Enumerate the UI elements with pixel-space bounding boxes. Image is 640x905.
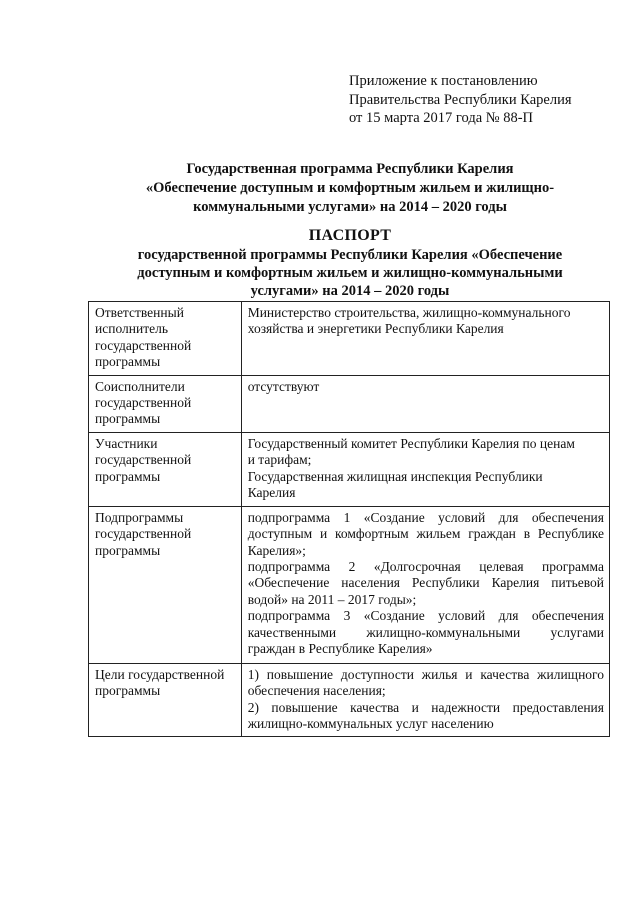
program-title [90,160,610,217]
row-value-line: «Обеспечение населения Республики Карелия питьевой [247,575,604,591]
row-label-line: программы [95,411,161,427]
row-label-line: государственной [95,395,192,411]
row-label-cell [89,432,242,506]
passport-subtitle-line: услугами» на 2014 – 2020 годы [250,283,450,299]
passport-table [88,301,610,737]
row-label-line: программы [95,683,161,699]
row-label-cell [89,663,242,737]
row-label-line: программы [95,354,161,370]
row-value-line: подпрограмма 2 «Долгосрочная целевая программа [247,559,604,575]
appendix-line: Приложение к постановлению [349,73,538,89]
row-label-line: исполнитель [95,321,168,337]
table-row [89,506,610,663]
row-label-line: программы [95,468,161,484]
row-value-line: водой» на 2011 – 2017 годы»; [247,591,417,607]
row-value-line: Карелия [247,485,296,501]
row-value-cell [241,375,609,432]
row-value-cell [241,432,609,506]
passport-subtitle [90,246,610,300]
row-label-cell [89,375,242,432]
row-label-line: Соисполнители [95,378,185,394]
row-label-line: Цели государственной [95,666,225,682]
table-row [89,663,610,737]
row-value-line: доступным и комфортным жильем граждан в Республике [247,526,604,542]
row-label-line: Ответственный [95,305,184,320]
table-row [89,432,610,506]
appendix-line: от 15 марта 2017 года № 88-П [349,110,534,126]
row-value-line: жилищно-коммунальных услуг населению [247,716,494,732]
row-value-cell [241,506,609,663]
row-value-line: 2) повышение качества и надежности предоставления [247,699,604,715]
row-value-line: Государственная жилищная инспекция Республики [247,468,543,484]
row-value-line: и тарифам; [247,452,312,468]
row-value-line: Государственный комитет Республики Карелия по ценам [247,435,575,451]
row-value-line: подпрограмма 1 «Создание условий для обеспечения [247,509,604,525]
program-title-line: «Обеспечение доступным и комфортным жильем и жилищно- [145,180,555,196]
row-label-line: государственной [95,452,192,468]
row-value-line: Министерство строительства, жилищно-коммунального [247,305,571,320]
passport-subtitle-line: государственной программы Республики Карелия «Обеспечение [137,247,563,263]
row-value-line: Карелия»; [247,542,306,558]
row-value-line: 1) повышение доступности жилья и качества жилищного [247,666,604,682]
row-label-line: программы [95,542,161,558]
program-title-line: Государственная программа Республики Карелия [186,161,514,177]
row-value-line: отсутствуют [247,378,320,394]
row-value-cell [241,302,609,376]
row-label-line: Подпрограммы [95,509,184,525]
row-label-cell [89,302,242,376]
row-value-cell [241,663,609,737]
program-title-line: коммунальными услугами» на 2014 – 2020 годы [193,199,507,215]
row-value-line: граждан в Республике Карелия» [247,641,433,657]
row-value-line: качественными жилищно-коммунальными услугами [247,624,604,640]
row-label-line: государственной [95,337,192,353]
row-label-cell [89,506,242,663]
table-row [89,375,610,432]
row-value-line: обеспечения населения; [247,683,386,699]
row-value-line: подпрограмма 3 «Создание условий для обеспечения [247,608,604,624]
passport-heading [90,226,610,300]
row-value-line: хозяйства и энергетики Республики Карелия [247,321,504,337]
passport-subtitle-line: доступным и комфортным жильем и жилищно-коммунальными [137,265,563,281]
table-row [89,302,610,376]
row-label-line: государственной [95,526,192,542]
passport-title: ПАСПОРТ [308,227,392,244]
appendix-note [349,72,572,128]
row-label-line: Участники [95,435,158,451]
appendix-line: Правительства Республики Карелия [349,91,572,108]
